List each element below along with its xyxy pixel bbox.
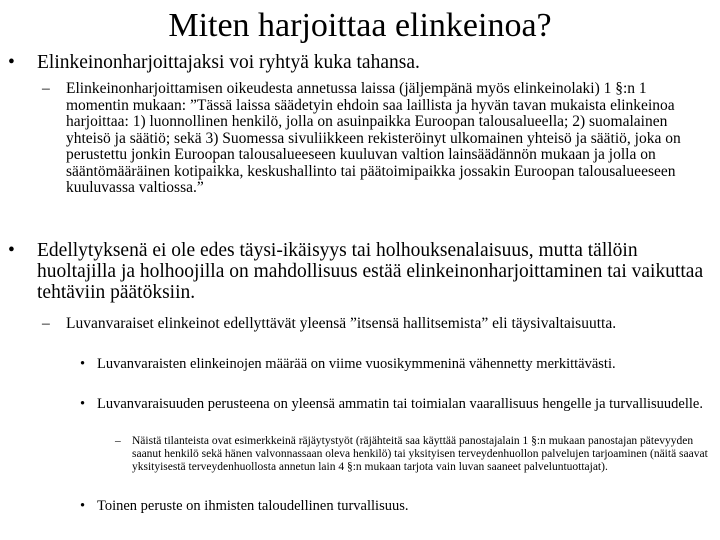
item-text: Elinkeinonharjoittajaksi voi ryhtyä kuka tahansa. (37, 52, 420, 73)
dash-bullet: – (42, 315, 50, 332)
level4-text (132, 435, 714, 474)
bullet-text (37, 52, 697, 73)
item-text: Elinkeinonharjoittamisen oikeudesta annetussa laissa (jäljempänä myös elinkeinolaki) 1 §:n 1 momentin mukaan: ”Tässä laissa säädetyin ehdoin saa laillista ja hyvän tavan mukaista elinkeinoa harjoittaa: 1) luonnollinen henkilö, jolla on asuinpaikka Euroopan talousalueella; 2) suomalainen yhteisö ja säätiö; sekä 3) Suomessa sivuliikkeen rekisteröinyt ulkomainen yhteisö ja säätiö, joka on perustettu jonkin Euroopan talousalueeseen kuuluvan valtion lainsäädännön mukaan ja jolla on sääntömääräinen kotipaikka, keskushallinto tai päätoimipaikka jossakin Euroopan talousalueeseen kuuluvassa valtiossa.” (66, 80, 681, 196)
subsubbullet-text (97, 499, 697, 515)
subsubbullet-text (97, 357, 687, 373)
item-text: Luvanvaraisten elinkeinojen määrää on viime vuosikymmeninä vähennetty merkittävästi. (97, 356, 616, 372)
dash-bullet: – (115, 435, 121, 447)
subbullet-text (66, 316, 686, 333)
item-text: Toinen peruste on ihmisten taloudellinen turvallisuus. (97, 498, 409, 514)
round-bullet: • (80, 498, 86, 514)
slide-title: Miten harjoittaa elinkeinoa? (168, 7, 552, 44)
item-text: Edellytyksenä ei ole edes täysi-ikäisyys tai holhouksenalaisuus, mutta tällöin huoltajilla ja holhoojilla on mahdollisuus estää elinkeinonharjoittaminen tai vaikuttaa tehtäviin päätöksiin. (37, 240, 704, 303)
item-text: Luvanvaraisuuden perusteena on yleensä ammatin tai toimialan vaarallisuus hengelle ja turvallisuudelle. (97, 396, 703, 412)
item-text: Näistä tilanteista ovat esimerkkeinä räjäytystyöt (räjähteitä saa käyttää panostajalain 1 §:n mukaan panostajan pätevyyden saanut henkilö sekä hänen valvonnassaan oleva henkilö) tai yksityisen terveydenhuollon palvelujen tarjoaminen (näitä saavat yksityisestä terveydenhuollosta annetun lain 4 §:n mukaan tarjota vain luvan saaneet palveluntuottajat). (132, 435, 708, 473)
dash-bullet: – (42, 80, 50, 97)
round-bullet: • (80, 356, 86, 372)
subsubbullet-text (97, 397, 712, 413)
bullet-text (37, 240, 717, 303)
round-bullet: • (80, 396, 86, 412)
subbullet-text (66, 81, 702, 197)
item-text: Luvanvaraiset elinkeinot edellyttävät yleensä ”itsensä hallitsemista” eli täysivaltaisuutta. (66, 315, 617, 332)
round-bullet: • (8, 52, 15, 73)
round-bullet: • (8, 240, 15, 261)
